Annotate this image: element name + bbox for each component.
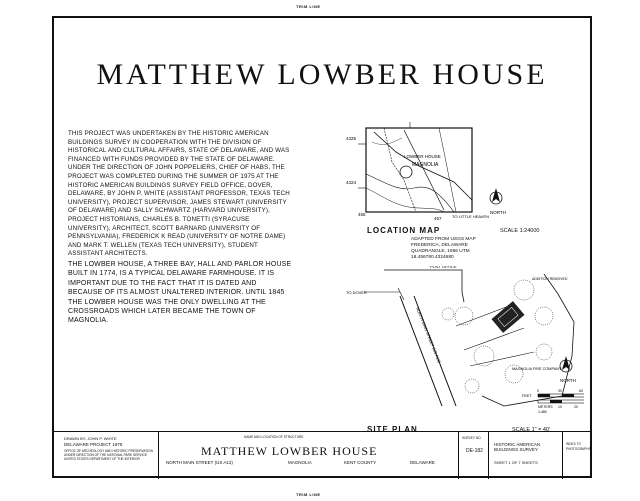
sp-post-office: POST OFFICE — [430, 266, 457, 269]
sp-to-dover: TO DOVER — [346, 290, 367, 295]
location-map — [344, 122, 554, 222]
sp-m20: 20 — [574, 405, 578, 409]
tb-divider-2 — [458, 432, 459, 479]
sp-street: NORTH MAIN STREET (US A13) — [415, 306, 442, 364]
north-arrow-icon — [490, 188, 502, 204]
structure-name: MATTHEW LOWBER HOUSE — [201, 444, 378, 458]
title-block — [54, 431, 590, 479]
sp-addition: ADDITION REMOVED — [532, 277, 568, 281]
project-description: THIS PROJECT WAS UNDERTAKEN BY THE HISTORIC AMERICAN BUILDINGS SURVEY IN COOPERATION WITH THE DIVISION OF HISTORICAL AND CULTURAL AFFAIRS, STATE OF DELAWARE, AND WAS FINANCED WITH FUNDS PROVIDED BY THE STATE OF DELAWARE. UNDER THE DIRECTION OF JOHN POPPELIERS, CHIEF OF HABS, THE PROJECT WAS COMPLETED DURING THE SUMMER OF 1975 AT THE HISTORIC AMERICAN BUILDINGS SURVEY FIELD OFFICE, DOVER, DELAWARE, BY JOHN P. WHITE (ASSISTANT PROFESSOR, TEXAS TECH UNIVERSITY), PROJECT SUPERVISOR, JAMES STEWART (UNIVERSITY OF DELAWARE) AND SALLY SCHWARTZ (HARVARD UNIVERSITY), PROJECT HISTORIANS, CHARLES B. TONETTI (SYRACUSE UNIVERSITY), ARCHITECT, SCOTT BARNARD (UNIVERSITY OF PENNSYLVANIA), FREDERICK K READ (UNIVERSITY OF NOTRE DAME) AND MARK T. WELLEN (TEXAS TECH UNIVERSITY), STUDENT ASSISTANT ARCHITECTS. — [68, 130, 290, 258]
structure-county: KENT COUNTY — [344, 460, 377, 465]
sp-feet: FEET — [522, 394, 532, 398]
house-description: THE LOWBER HOUSE, A THREE BAY, HALL AND PARLOR HOUSE BUILT IN 1774, IS A TYPICAL DELAWARE FARMHOUSE. IT IS IMPORTANT DUE TO THE FACT THAT IT IS DATED AND BECAUSE OF ITS ALMOST UNALTERED INTERIOR. UNTIL 1845 THE LOWBER HOUSE WAS THE ONLY DWELLING AT THE CROSSROADS WHICH LATER BECAME THE TOWN OF MAGNOLIA. — [68, 261, 292, 325]
lm-lat1: 4325 — [346, 136, 357, 141]
site-plan-scale: SCALE 1" = 40' — [512, 427, 551, 433]
sp-company: MAGNOLIA FIRE COMPANY — [512, 367, 562, 371]
sp-meters: METERS — [538, 405, 553, 409]
location-map-title: LOCATION MAP — [367, 226, 441, 235]
trim-line-bottom: TRIM LINE — [296, 492, 321, 497]
location-map-source: ADAPTED FROM USGS MAP FREDERICA, DELAWARE QUADRANGLE, 1956 UTM 18.456780.4324680 — [411, 237, 476, 260]
structure-street: NORTH MAIN STREET (US A13) — [166, 460, 233, 465]
tb-divider-4 — [562, 432, 563, 479]
structure-town: MAGNOLIA — [288, 460, 312, 465]
drawing-sheet — [54, 18, 590, 476]
sp-f0: 0 — [537, 389, 539, 393]
location-map-scale: SCALE 1:24000 — [500, 228, 540, 234]
sp-m10: 10 — [558, 405, 562, 409]
drawing-frame — [52, 16, 592, 478]
structure-state: DELAWARE — [410, 460, 435, 465]
lm-lon: 456 — [358, 212, 366, 217]
survey-no: DE-182 — [466, 448, 483, 454]
tb-divider-1 — [158, 432, 159, 479]
sheet-number: SHEET 1 OF 7 SHEETS — [494, 460, 538, 465]
name-caption: NAME AND LOCATION OF STRUCTURE — [244, 435, 304, 439]
habs-title: HISTORIC AMERICAN BUILDINGS SURVEY — [494, 442, 541, 452]
scale-bar — [538, 394, 584, 403]
tb-divider-3 — [488, 432, 489, 479]
lm-north-label: NORTH — [490, 210, 506, 215]
lm-lon2: 457 — [434, 216, 442, 221]
drawn-by: DRAWN BY: JOHN P. WHITE — [64, 436, 117, 441]
sp-ratio: 1:480 — [538, 410, 547, 414]
sp-f60: 60 — [579, 389, 583, 393]
site-plan — [344, 266, 584, 424]
survey-no-label: SURVEY NO. — [462, 436, 482, 440]
drawing-title: MATTHEW LOWBER HOUSE — [96, 58, 548, 91]
lm-heaven-label: TO LITTLE HEAVEN — [452, 214, 489, 219]
house-footprint — [491, 301, 524, 333]
sp-f30: 30 — [558, 389, 562, 393]
project-name: DELAWARE PROJECT 1975 — [64, 442, 123, 447]
sp-north-label: NORTH — [560, 378, 576, 383]
index-label: INDEX TO PHOTOGRAPHS — [566, 442, 591, 451]
trim-line-top: TRIM LINE — [296, 4, 321, 9]
office-credit: OFFICE OF ARCHEOLOGY AND HISTORIC PRESERVATION UNDER DIRECTION OF THE NATIONAL PARK SERVICE UNITED STATES DEPARTMENT OF THE INTERIOR — [64, 449, 153, 461]
lm-lat2: 4324 — [346, 180, 357, 185]
site-plan-title: SITE PLAN — [367, 425, 418, 434]
lm-town-label: MAGNOLIA — [412, 162, 439, 168]
lm-house-label: LOWBER HOUSE — [404, 154, 441, 159]
